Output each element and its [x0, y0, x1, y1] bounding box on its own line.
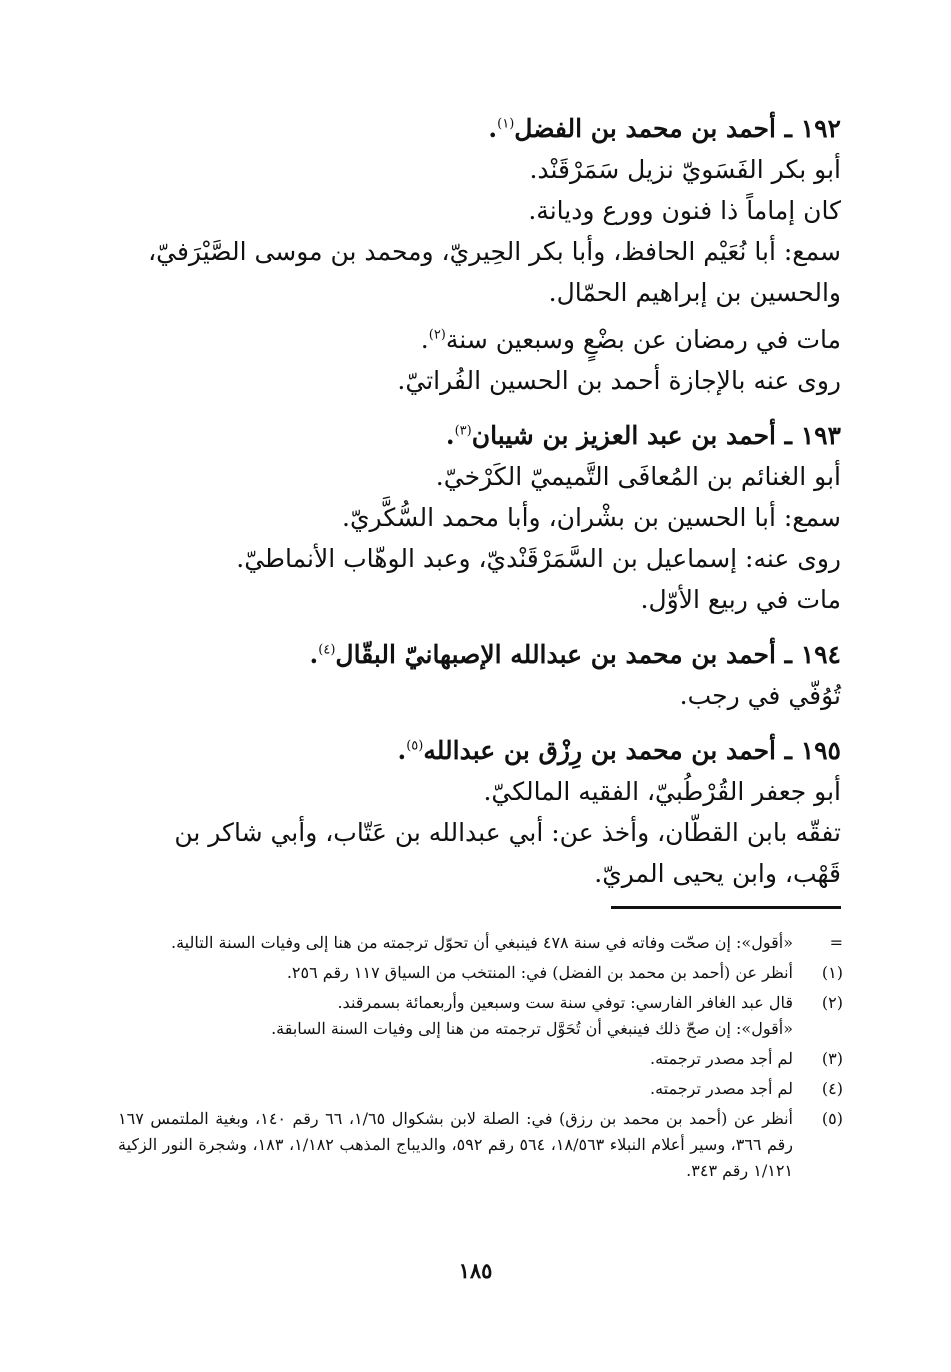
- entry-heading: ١٩٥ ـ أحمد بن محمد بن رِزْق بن عبدالله$^{(٥)}$.: [397, 736, 841, 765]
- entry-line: تفقّه بابن القطّان، وأخذ عن: أبي عبدالله بن عَتّاب، وأبي شاكر بن: [174, 818, 841, 847]
- footnote-5: [118, 1106, 843, 1184]
- entry-line: روى عنه بالإجازة أحمد بن الحسين الفُراتيّ.: [397, 366, 841, 395]
- biography-entry-194: [120, 634, 841, 716]
- entry-line: أبو بكر الفَسَويّ نزيل سَمَرْقَنْد.: [529, 155, 841, 184]
- entry-line: قَهْب، وابن يحيى المريّ.: [594, 859, 841, 888]
- footnotes-section: [118, 930, 843, 1188]
- footnote-text: لم أجد مصدر ترجمته.: [650, 1079, 793, 1098]
- footnote-number: (٣): [821, 1049, 843, 1068]
- footnote-number: (١): [821, 963, 843, 982]
- entry-line: أبو جعفر القُرْطُبيّ، الفقيه المالكيّ.: [483, 777, 841, 806]
- entry-line: مات في رمضان عن بضْعٍ وسبعين سنة$^{(٢)}$.: [420, 325, 841, 354]
- footnote-text-line: «أقول»: إن صحّ ذلك فينبغي أن تُحَوَّل ترجمته من هنا إلى وفيات السنة السابقة.: [271, 1019, 793, 1038]
- biography-entry-195: [120, 730, 841, 894]
- footnote-text: «أقول»: إن صحّت وفاته في سنة ٤٧٨ فينبغي أن تحوّل ترجمته من هنا إلى وفيات السنة التالية.: [171, 933, 793, 952]
- footnote-ref[interactable]: (٣): [454, 423, 472, 439]
- footnote-text: أنظر عن (أحمد بن محمد بن رزق) في: الصلة لابن بشكوال ١/٦٥، ٦٦ رقم ١٤٠، وبغية الملتمس ١٦٧ رقم ٣٦٦، وسير أعلام النبلاء ١٨/٥٦٣، ٥٦٤ رقم ٥٩٢، والديباج المذهب ١/١٨٢، ١٨٣، وشجرة النور الزكية ١/١٢١ رقم ٣٤٣.: [118, 1109, 794, 1180]
- main-text: [120, 108, 841, 908]
- footnote-text-line: قال عبد الغافر الفارسي: توفي سنة ست وسبعين وأربعمائة بسمرقند.: [337, 993, 793, 1012]
- footnote-number: (٤): [821, 1079, 843, 1098]
- footnote-ref[interactable]: (٢): [428, 327, 446, 343]
- entry-line: أبو الغنائم بن المُعافَى التَّميميّ الكَرْخيّ.: [435, 462, 841, 491]
- footnote-4: [118, 1076, 843, 1102]
- footnote-continuation: [118, 930, 843, 956]
- entry-heading: ١٩٤ ـ أحمد بن محمد بن عبدالله الإصبهانيّ البقّال$^{(٤)}$.: [309, 640, 841, 669]
- footnote-text: [118, 990, 793, 1042]
- footnote-2: [118, 990, 843, 1042]
- entry-heading: ١٩٣ ـ أحمد بن عبد العزيز بن شيبان$^{(٣)}$.: [445, 421, 841, 450]
- page-number: ١٨٥: [458, 1258, 493, 1283]
- footnote-number: (٥): [821, 1109, 843, 1128]
- entry-line: سمع: أبا نُعَيْم الحافظ، وأبا بكر الحِيريّ، ومحمد بن موسى الصَّيْرَفيّ،: [148, 237, 841, 266]
- footnote-divider: [611, 906, 841, 909]
- entry-line: كان إماماً ذا فنون وورع وديانة.: [528, 196, 841, 225]
- biography-entry-193: [120, 415, 841, 620]
- biography-entry-192: [120, 108, 841, 401]
- footnote-text: أنظر عن (أحمد بن محمد بن الفضل) في: المنتخب من السياق ١١٧ رقم ٢٥٦.: [286, 963, 793, 982]
- entry-line: والحسين بن إبراهيم الحمّال.: [548, 278, 841, 307]
- footnote-ref[interactable]: (١): [497, 116, 515, 132]
- footnote-number: =: [829, 933, 843, 952]
- footnote-ref[interactable]: (٥): [406, 738, 424, 754]
- entry-heading: ١٩٢ ـ أحمد بن محمد بن الفضل$^{(١)}$.: [488, 114, 841, 143]
- footnote-1: [118, 960, 843, 986]
- entry-line: سمع: أبا الحسين بن بشْران، وأبا محمد السُّكَّريّ.: [342, 503, 841, 532]
- footnote-3: [118, 1046, 843, 1072]
- footnote-text: لم أجد مصدر ترجمته.: [650, 1049, 793, 1068]
- entry-line: روى عنه: إسماعيل بن السَّمَرْقَنْديّ، وعبد الوهّاب الأنماطيّ.: [236, 544, 841, 573]
- entry-line: تُوُفّي في رجب.: [679, 681, 841, 710]
- footnote-number: (٢): [821, 993, 843, 1012]
- footnote-ref[interactable]: (٤): [318, 642, 336, 658]
- entry-line: مات في ربيع الأوّل.: [640, 585, 841, 614]
